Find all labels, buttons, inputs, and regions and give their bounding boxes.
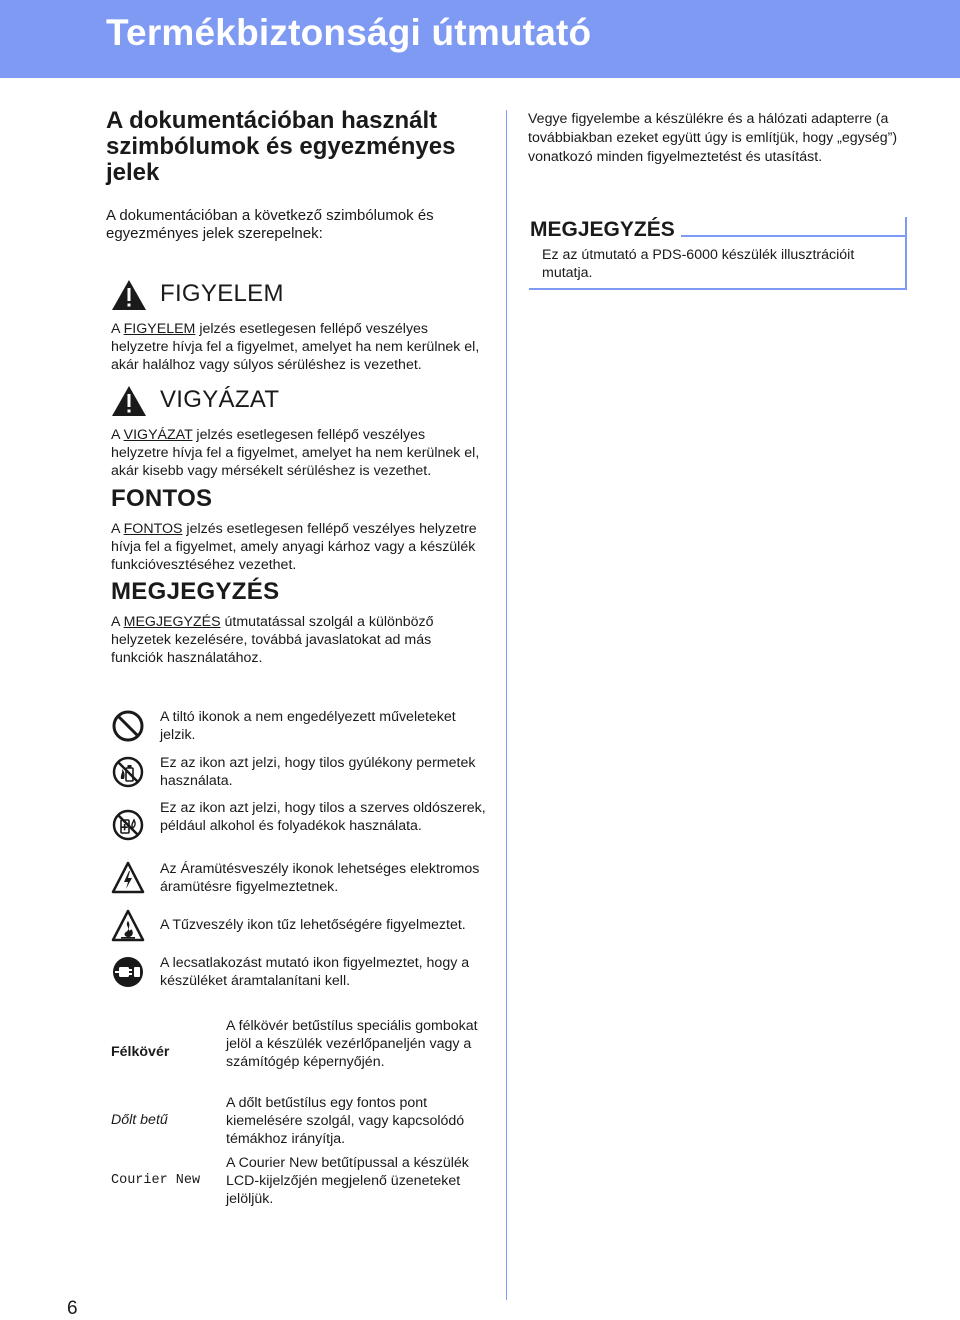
figyelem-term: FIGYELEM [123, 321, 196, 337]
warning-triangle-icon [111, 279, 147, 311]
icon-row-text: Ez az ikon azt jelzi, hogy tilos gyúlékony permetek használata. [160, 755, 476, 789]
style-term-italic: Dőlt betű [111, 1112, 168, 1128]
style-desc-courier: A Courier New betűtípussal a készülék LCD-kijelzőjén megjelenő üzeneteket jelöljük. [226, 1155, 469, 1207]
megjegyzes-description: A MEGJEGYZÉS útmutatással szolgál a különböző helyzetek kezelésére, továbbá javaslatokat ad más funkciók használatához. [111, 614, 434, 666]
icon-row-text: A lecsatlakozást mutató ikon figyelmeztet, hogy a készüléket áramtalanítani kell. [160, 955, 470, 989]
icon-row-text: Ez az ikon azt jelzi, hogy tilos a szerves oldószerek, például alkohol és folyadékok használata. [160, 800, 486, 834]
section-title: A dokumentációban használt szimbólumok és egyezményes jelek [106, 107, 456, 186]
icon-row-text: A Tűzveszély ikon tűz lehetőségére figyelmeztet. [160, 917, 466, 933]
style-term-bold: Félkövér [111, 1044, 170, 1060]
fontos-term: FONTOS [123, 521, 183, 537]
unplug-icon [111, 955, 145, 989]
figyelem-label: FIGYELEM [160, 280, 284, 307]
note-text: Ez az útmutató a PDS-6000 készülék illusztrációit mutatja. [542, 247, 855, 281]
page-title: Termékbiztonsági útmutató [106, 12, 592, 53]
fontos-label: FONTOS [111, 485, 213, 512]
fontos-description: A FONTOS jelzés esetlegesen fellépő veszélyes helyzetre hívja fel a figyelmet, amely anyagi kárhoz vagy a készülék funkcióvesztéséhez vezethet. [111, 521, 477, 573]
electric-shock-icon [111, 861, 145, 895]
column-divider [506, 110, 507, 1300]
vigyazat-description: A VIGYÁZAT jelzés esetlegesen fellépő veszélyes helyzetre hívja fel a figyelmet, amelyet ha nem kerülnek el, akár kisebb vagy mérsékelt sérüléshez is vezethet. [111, 427, 480, 479]
vigyazat-term: VIGYÁZAT [123, 427, 193, 443]
no-organic-solvent-icon [111, 808, 145, 842]
figyelem-description: A FIGYELEM jelzés esetlegesen fellépő veszélyes helyzetre hívja fel a figyelmet, amelyet ha nem kerülnek el, akár halálhoz vagy súlyos sérüléshez is vezethet. [111, 321, 480, 373]
fire-hazard-icon [111, 909, 145, 943]
style-desc-bold: A félkövér betűstílus speciális gombokat jelöl a készülék vezérlőpaneljén vagy a számítógép képernyőjén. [226, 1018, 478, 1070]
style-term-courier: Courier New [111, 1173, 201, 1188]
no-flammable-spray-icon [111, 755, 145, 789]
icon-row-text: A tiltó ikonok a nem engedélyezett műveleteket jelzik. [160, 709, 456, 743]
icon-row-text: Az Áramütésveszély ikonok lehetséges elektromos áramütésre figyelmeztetnek. [160, 861, 480, 895]
megjegyzes-term: MEGJEGYZÉS [123, 614, 221, 630]
prohibition-icon [111, 709, 145, 743]
caution-triangle-icon [111, 385, 147, 417]
note-title: MEGJEGYZÉS [530, 218, 681, 242]
vigyazat-label: VIGYÁZAT [160, 386, 280, 413]
section-intro: A dokumentációban a következő szimbólumok és egyezményes jelek szerepelnek: [106, 207, 434, 242]
page-number: 6 [67, 1298, 78, 1319]
style-desc-italic: A dőlt betűstílus egy fontos pont kiemelésére szolgál, vagy kapcsolódó témákhoz irányítja. [226, 1095, 465, 1147]
right-intro-text: Vegye figyelembe a készülékre és a hálózati adapterre (a továbbiakban ezeket együtt úgy is említjük, hogy „egység”) vonatkozó minden figyelmeztetést és utasítást. [528, 111, 898, 165]
megjegyzes-label: MEGJEGYZÉS [111, 578, 280, 605]
